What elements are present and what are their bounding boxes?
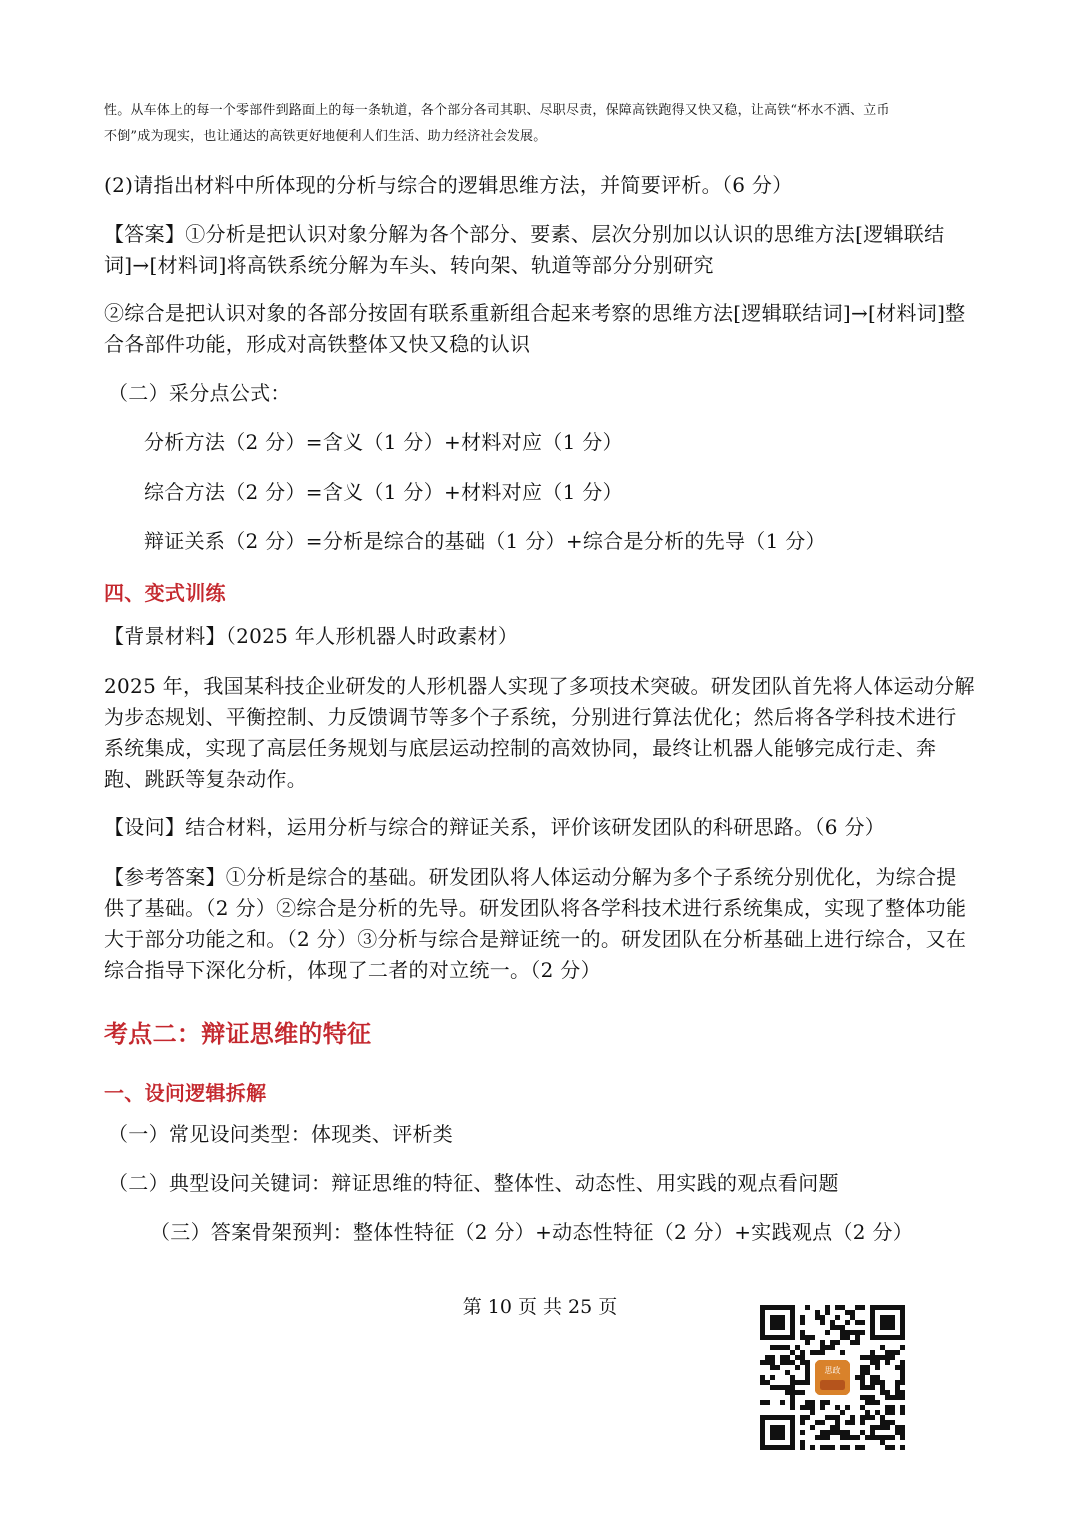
keyword-line: （二）典型设问关键词：辩证思维的特征、整体性、动态性、用实践的观点看问题	[108, 1171, 839, 1195]
kaodian-2-subheading: 一、设问逻辑拆解	[104, 1081, 267, 1105]
formula-item-synthesis: 综合方法（2 分）=含义（1 分）+材料对应（1 分）	[144, 480, 623, 504]
background-label: 【背景材料】（2025 年人形机器人时政素材）	[104, 624, 519, 648]
intro-line-2: 不倒”成为现实，也让通达的高铁更好地便利人们生活、助力经济社会发展。	[104, 129, 547, 144]
section-4-heading: 四、变式训练	[104, 581, 226, 605]
page-footer: 第 10 页 共 25 页	[462, 1296, 618, 1318]
formula-item-dialectic: 辩证关系（2 分）=分析是综合的基础（1 分）+综合是分析的先导（1 分）	[144, 529, 826, 553]
qr-code-icon	[760, 1305, 905, 1450]
intro-line-1: 性。从车体上的每一个零部件到路面上的每一条轨道，各个部分各司其职、尽职尽责，保障高铁跑得又快又稳，让高铁“杯水不洒、立币	[104, 103, 890, 118]
reference-answer: 【参考答案】①分析是综合的基础。研发团队将人体运动分解为多个子系统分别优化，为综合提供了基础。（2 分）②综合是分析的先导。研发团队将各学科技术进行系统集成，实现了整体功能大于部分功能之和。（2 分）③分析与综合是辩证统一的。研发团队在分析基础上进行综合，又在综合指导下深化分析，体现了二者的对立统一。（2 分）	[104, 865, 967, 982]
qr-badge-label: 思政	[824, 1366, 841, 1375]
question-type-line: （一）常见设问类型：体现类、评析类	[108, 1122, 454, 1146]
answer-skeleton-line: （三）答案骨架预判：整体性特征（2 分）+动态性特征（2 分）+实践观点（2 分）	[150, 1220, 914, 1244]
formula-item-analysis: 分析方法（2 分）=含义（1 分）+材料对应（1 分）	[144, 430, 623, 454]
variant-question: 【设问】结合材料，运用分析与综合的辩证关系，评价该研发团队的科研思路。（6 分）	[104, 815, 886, 839]
formula-title: （二）采分点公式：	[108, 381, 291, 405]
background-material: 2025 年，我国某科技企业研发的人形机器人实现了多项技术突破。研发团队首先将人体运动分解为步态规划、平衡控制、力反馈调节等多个子系统，分别进行算法优化；然后将各学科技术进行系统集成，实现了高层任务规划与底层运动控制的高效协同，最终让机器人能够完成行走、奔跑、跳跃等复杂动作。	[104, 674, 975, 791]
kaodian-2-heading: 考点二：辩证思维的特征	[104, 1020, 372, 1048]
answer-part-1: 【答案】①分析是把认识对象分解为各个部分、要素、层次分别加以认识的思维方法[逻辑联结词]→[材料词]将高铁系统分解为车头、转向架、轨道等部分分别研究	[104, 222, 945, 277]
question-2: (2)请指出材料中所体现的分析与综合的逻辑思维方法，并简要评析。（6 分）	[104, 173, 793, 197]
answer-part-2: ②综合是把认识对象的各部分按固有联系重新组合起来考察的思维方法[逻辑联结词]→[材料词]整合各部件功能，形成对高铁整体又快又稳的认识	[104, 301, 966, 356]
